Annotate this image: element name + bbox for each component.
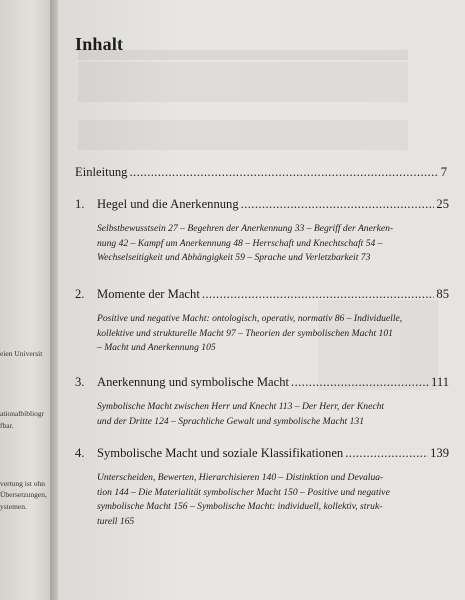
left-page-fragment: ationalbibliogr bbox=[0, 409, 45, 418]
show-through-shading bbox=[78, 50, 408, 60]
subsection-line: – Macht und Anerkennung 105 bbox=[97, 342, 216, 353]
chapter-number: 3. bbox=[75, 375, 85, 389]
toc-entry-introduction bbox=[75, 165, 447, 180]
left-page-fragment: ystemen. bbox=[0, 502, 27, 511]
subsection-line: symbolische Macht 156 – Symbolische Macht: individuell, kollektiv, struk- bbox=[97, 501, 383, 512]
chapter-title: Symbolische Macht und soziale Klassifikationen bbox=[97, 446, 344, 460]
leader-dots bbox=[291, 375, 429, 390]
subsection-line: turell 165 bbox=[97, 515, 135, 527]
show-through-shading bbox=[78, 120, 408, 150]
subsection-line: Wechselseitigkeit und Abhängigkeit 59 – Sprache und Verletzbarkeit 73 bbox=[97, 252, 371, 263]
subsection-line: und der Dritte 124 – Sprachliche Gewalt und symbolische Macht 131 bbox=[97, 415, 364, 427]
subsection-line: Selbstbewusstsein 27 – Begehren der Anerkennung 33 – Begriff der Anerken- bbox=[97, 223, 394, 234]
leader-dots bbox=[129, 165, 438, 180]
chapter-page-number: 111 bbox=[431, 375, 449, 389]
left-page-fragment: fbar. bbox=[0, 421, 14, 430]
page-title: Inhalt bbox=[75, 34, 124, 54]
subsection-line: Unterscheiden, Bewerten, Hierarchisieren 140 – Distinktion und Devalua- bbox=[97, 472, 384, 483]
subsection-line: nung 42 – Kampf um Anerkennung 48 – Herrschaft und Knechtschaft 54 – bbox=[97, 237, 383, 249]
toc-entry-label: Einleitung bbox=[75, 165, 128, 179]
chapter-title: Anerkennung und symbolische Macht bbox=[97, 375, 290, 389]
chapter-subsections bbox=[97, 222, 449, 266]
leader-dots bbox=[241, 197, 435, 212]
previous-page bbox=[0, 0, 52, 600]
leader-dots bbox=[202, 287, 435, 302]
subsection-line: Symbolische Macht zwischen Herr und Knecht 113 – Der Herr, der Knecht bbox=[97, 401, 385, 412]
chapter-subsections bbox=[97, 312, 449, 356]
toc-chapter bbox=[75, 446, 449, 529]
chapter-title: Hegel und die Anerkennung bbox=[97, 197, 239, 211]
chapter-page-number: 139 bbox=[430, 446, 449, 460]
left-page-fragment: eien Universit bbox=[0, 349, 43, 358]
chapter-title: Momente der Macht bbox=[97, 287, 200, 301]
left-page-fragment: Übersetzungen, bbox=[0, 490, 47, 499]
toc-chapter bbox=[75, 287, 449, 356]
left-page-fragment: vertung ist ohn bbox=[0, 479, 45, 488]
chapter-page-number: 85 bbox=[436, 287, 449, 301]
subsection-line: kollektive und strukturelle Macht 97 – Theorien der symbolischen Macht 101 bbox=[97, 327, 393, 339]
chapter-subsections bbox=[97, 471, 449, 529]
contents-page bbox=[58, 0, 465, 600]
chapter-page-number: 25 bbox=[436, 197, 449, 211]
chapter-number: 4. bbox=[75, 446, 85, 460]
subsection-line: tion 144 – Die Materialität symbolischer Macht 150 – Positive und negative bbox=[97, 486, 390, 498]
toc-chapter bbox=[75, 197, 449, 266]
chapter-number: 1. bbox=[75, 197, 85, 211]
chapter-number: 2. bbox=[75, 287, 85, 301]
chapter-subsections bbox=[97, 400, 449, 429]
leader-dots bbox=[345, 446, 428, 461]
show-through-shading bbox=[78, 62, 408, 102]
toc-page-number: 7 bbox=[440, 165, 447, 179]
subsection-line: Positive und negative Macht: ontologisch, operativ, normativ 86 – Individuelle, bbox=[97, 313, 403, 324]
toc-chapter bbox=[75, 375, 449, 429]
